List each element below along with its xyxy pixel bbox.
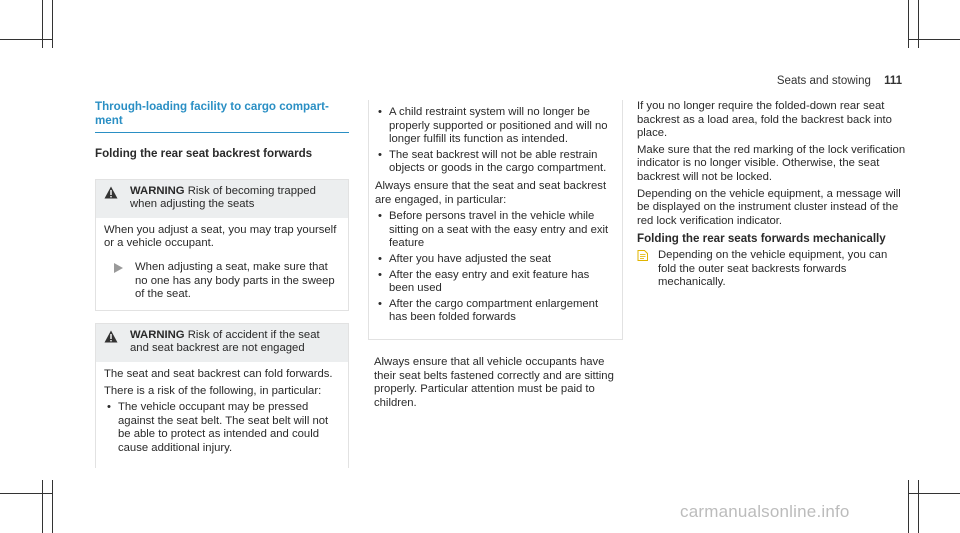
crop-mark bbox=[918, 0, 919, 48]
crop-mark bbox=[42, 0, 43, 48]
watermark: carmanualsonline.info bbox=[680, 502, 850, 521]
warning-summary: Risk of accident if the seat and seat backrest are not engaged bbox=[130, 328, 320, 355]
column-left bbox=[95, 100, 349, 478]
warning-box bbox=[95, 323, 349, 468]
section-title: Through-loading facility to cargo compartment bbox=[95, 100, 349, 133]
crop-mark bbox=[908, 0, 909, 48]
warning-summary: Risk of becoming trapped when adjusting the seats bbox=[130, 184, 316, 211]
crop-mark bbox=[52, 480, 53, 533]
bullet-list bbox=[104, 401, 342, 455]
crop-mark bbox=[42, 480, 43, 533]
crop-mark bbox=[908, 480, 909, 533]
body-paragraph: Make sure that the red marking of the lock verification indicator is no longer visible. Otherwise, the seat backrest will not be locked. bbox=[637, 143, 906, 183]
ensure-paragraph: Always ensure that the seat and seat backrest are engaged, in particular: bbox=[375, 179, 607, 206]
body-paragraph: If you no longer require the folded-down rear seat backrest as a load area, fold the backrest back into place. bbox=[637, 100, 892, 140]
warning-label: WARNING bbox=[130, 328, 185, 341]
page-number: 111 bbox=[884, 75, 902, 87]
info-note-icon bbox=[637, 250, 648, 261]
instruction-step bbox=[104, 261, 342, 302]
note-text: Depending on the vehicle equipment, you can fold the outer seat backrests forwards mechanically. bbox=[658, 248, 888, 289]
bullet-list bbox=[375, 210, 612, 325]
list-item: • After the easy entry and exit feature has been used bbox=[375, 269, 612, 296]
crop-mark bbox=[918, 480, 919, 533]
list-item: • A child restraint system will no longer be properly supported or positioned and will no longer fulfill its function as intended. bbox=[375, 106, 612, 147]
warning-paragraph: There is a risk of the following, in particular: bbox=[104, 384, 322, 397]
crop-mark bbox=[0, 39, 52, 40]
warning-triangle-icon bbox=[104, 186, 118, 199]
list-item: • After the cargo compartment enlargement has been folded forwards bbox=[375, 298, 612, 325]
warning-header bbox=[96, 324, 348, 362]
warning-label: WARNING bbox=[130, 184, 185, 197]
instruction-text: When adjusting a seat, make sure that no one has any body parts in the sweep of the seat. bbox=[135, 260, 335, 301]
warning-triangle-icon bbox=[104, 330, 118, 343]
bullet-list bbox=[375, 106, 612, 176]
list-item: • Before persons travel in the vehicle while sitting on a seat with the easy entry and exit feature bbox=[375, 210, 612, 251]
list-item: • The seat backrest will not be able restrain objects or goods in the cargo compartment. bbox=[375, 149, 612, 176]
warning-text bbox=[130, 329, 340, 356]
warning-header bbox=[96, 180, 348, 218]
page-header bbox=[777, 75, 902, 89]
list-item: • After you have adjusted the seat bbox=[375, 253, 612, 267]
warning-text bbox=[130, 185, 340, 212]
warning-body bbox=[96, 362, 348, 468]
warning-paragraph: The seat and seat backrest can fold forwards. bbox=[104, 367, 333, 380]
column-right bbox=[637, 100, 907, 290]
warning-continuation-box bbox=[368, 100, 623, 340]
body-paragraph: Always ensure that all vehicle occupants have their seat belts fastened correctly and are sitting properly. Particular attention must be paid to children. bbox=[374, 355, 614, 409]
arrow-right-icon bbox=[114, 263, 123, 273]
note bbox=[637, 249, 907, 290]
warning-paragraph: When you adjust a seat, you may trap yourself or a vehicle occupant. bbox=[104, 223, 337, 250]
column-middle bbox=[368, 100, 623, 413]
crop-mark bbox=[908, 39, 960, 40]
body-paragraph: Depending on the vehicle equipment, a message will be displayed on the instrument cluster instead of the red lock verification indicator. bbox=[637, 187, 901, 227]
list-item: • The vehicle occupant may be pressed against the seat belt. The seat belt will not be able to protect as intended and could cause additional injury. bbox=[104, 401, 342, 455]
running-section-title: Seats and stowing bbox=[776, 75, 871, 87]
subheading: Folding the rear seat backrest forwards bbox=[95, 147, 313, 160]
crop-mark bbox=[52, 0, 53, 48]
crop-mark bbox=[908, 493, 960, 494]
crop-mark bbox=[0, 493, 52, 494]
warning-box bbox=[95, 179, 349, 311]
warning-body bbox=[96, 218, 348, 310]
subheading: Folding the rear seats forwards mechanically bbox=[637, 232, 886, 246]
